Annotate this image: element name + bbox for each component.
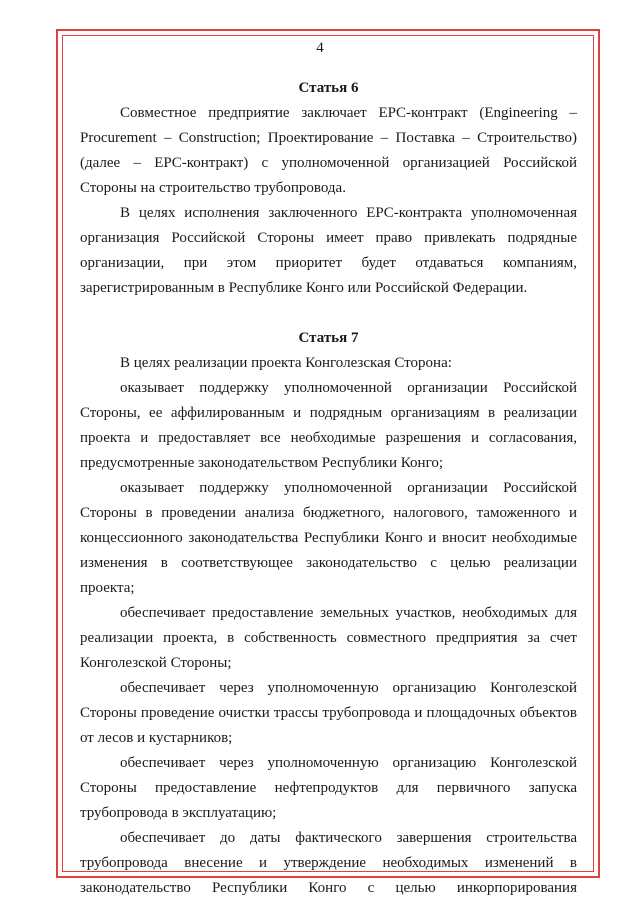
article-7-item: обеспечивает через уполномоченную организацию Конголезской Стороны проведение очистки трассы трубопровода и площадочных объектов от лесов и кустарников; — [80, 680, 577, 746]
article-7-item: обеспечивает до даты фактического завершения строительства трубопровода внесение и утверждение необходимых изменений в законодательство Республики Конго с целью инкорпорирования — [80, 830, 577, 896]
article-7-item: обеспечивает через уполномоченную организацию Конголезской Стороны предоставление нефтепродуктов для первичного запуска трубопровода в эксплуатацию; — [80, 755, 577, 821]
document-body — [80, 76, 577, 901]
article-7-heading: Статья 7 — [298, 330, 359, 346]
article-7-item: оказывает поддержку уполномоченной организации Российской Стороны в проведении анализа бюджетного, налогового, таможенного и концессионного законодательства Республики Конго и вносит необходимые изменения в соответствующее законодательство с целью реализации проекта; — [80, 480, 577, 596]
section-spacer — [80, 301, 577, 326]
article-6-paragraph-1: Совместное предприятие заключает EPC-контракт (Engineering – Procurement – Construction; Проектирование – Поставка – Строительство) (далее – EPC-контракт) с уполномоченной организацией Российской Стороны на строительство трубопровода. — [80, 105, 577, 196]
page-number: 4 — [316, 40, 324, 56]
article-6-paragraph-2: В целях исполнения заключенного EPC-контракта уполномоченная организация Российской Стороны имеет право привлекать подрядные организации, при этом приоритет будет отдаваться компаниям, зарегистрированным в Республике Конго или Российской Федерации. — [80, 205, 577, 296]
article-7-item: обеспечивает предоставление земельных участков, необходимых для реализации проекта, в собственность совместного предприятия за счет Конголезской Стороны; — [80, 605, 577, 671]
article-6-heading: Статья 6 — [298, 80, 359, 96]
article-7-item: оказывает поддержку уполномоченной организации Российской Стороны, ее аффилированным и подрядным организациям в реализации проекта и предоставляет все необходимые разрешения и согласования, предусмотренные законодательством Республики Конго; — [80, 380, 577, 471]
article-7-intro: В целях реализации проекта Конголезская Сторона: — [120, 355, 452, 371]
